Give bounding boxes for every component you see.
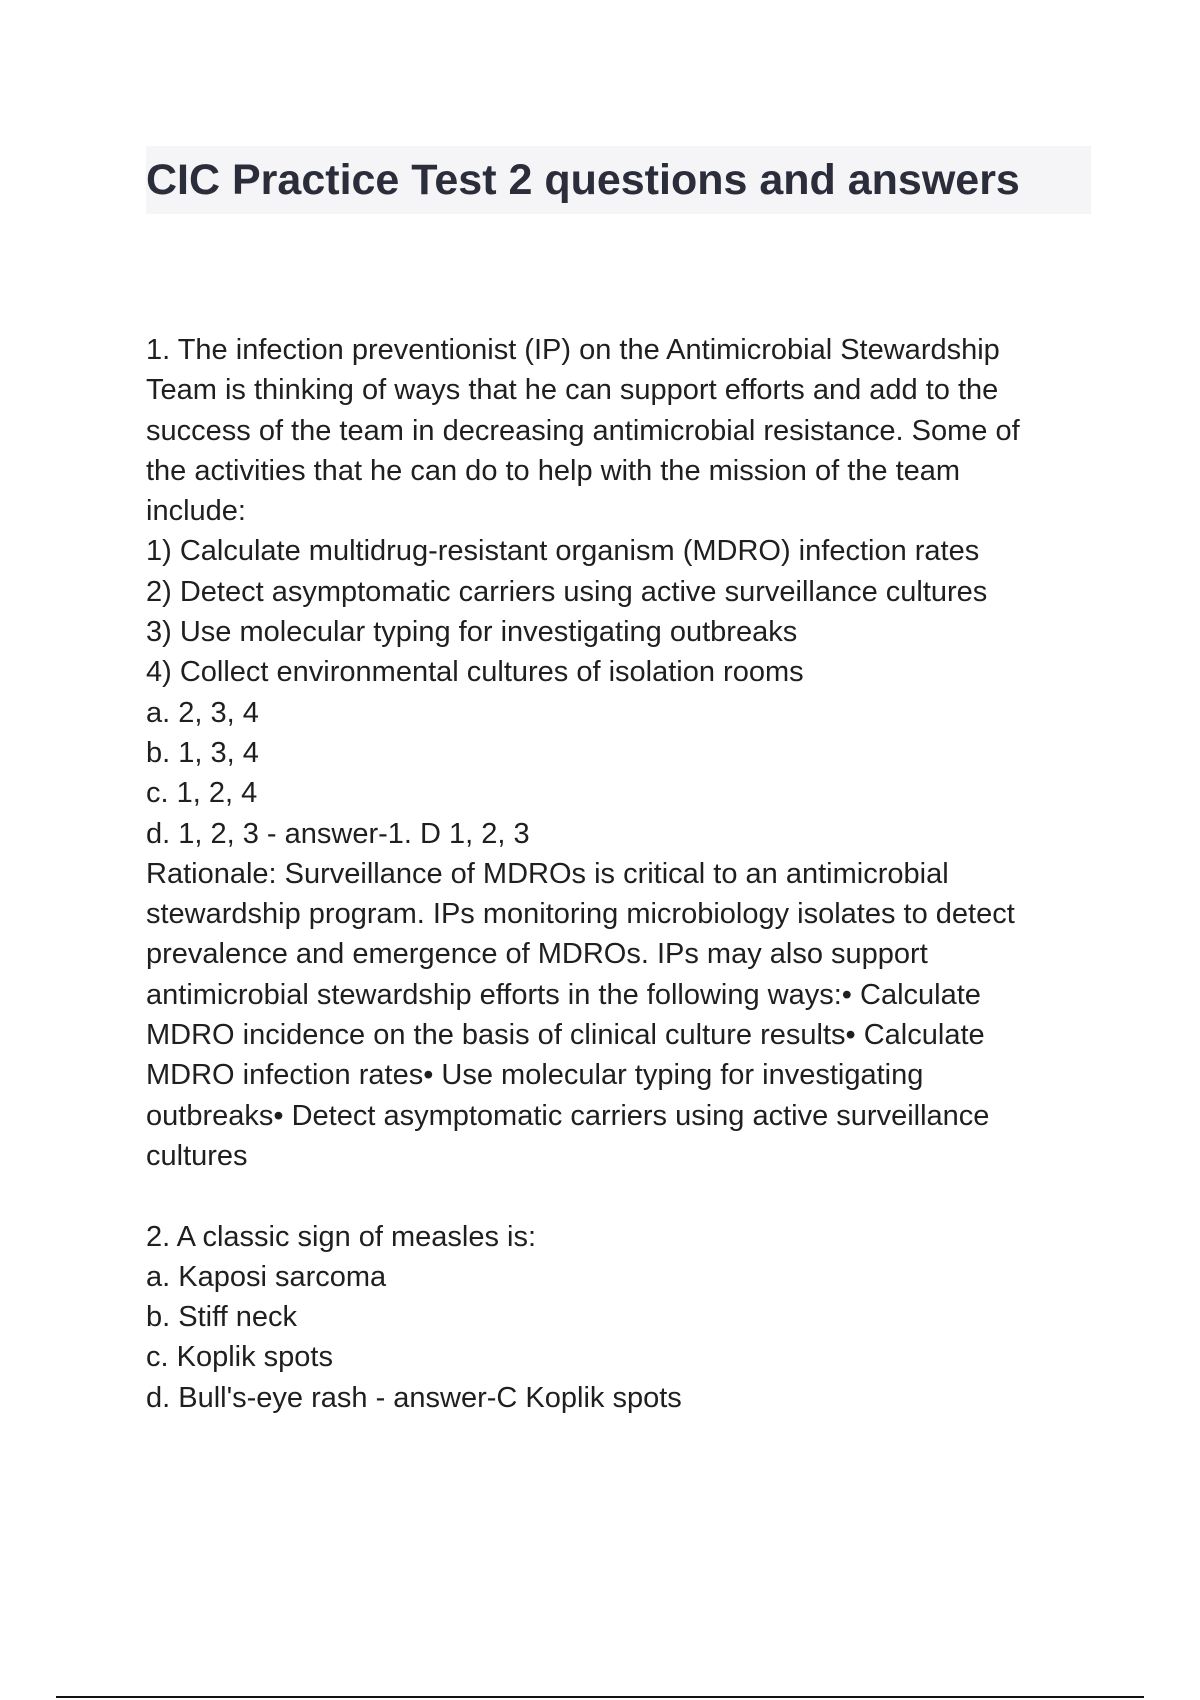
question-2-option: b. Stiff neck — [146, 1301, 297, 1334]
question-1-text-line: the activities that he can do to help with the mission of the team — [146, 454, 961, 487]
question-1-text-line: success of the team in decreasing antimicrobial resistance. Some of — [146, 414, 1020, 447]
question-spacer — [146, 1176, 1106, 1216]
question-1-rationale-line: MDRO incidence on the basis of clinical culture results• Calculate — [146, 1019, 985, 1052]
question-content — [146, 330, 1106, 1418]
question-1-statement: 2) Detect asymptomatic carriers using active surveillance cultures — [146, 575, 988, 608]
question-1-option: c. 1, 2, 4 — [146, 777, 258, 810]
question-1-option: b. 1, 3, 4 — [146, 736, 259, 769]
question-1-rationale-line: Rationale: Surveillance of MDROs is critical to an antimicrobial — [146, 857, 949, 890]
question-1-rationale-line: stewardship program. IPs monitoring microbiology isolates to detect — [146, 898, 1015, 931]
question-1-text-line: include: — [146, 495, 246, 528]
question-1-rationale-line: cultures — [146, 1139, 248, 1172]
question-1-rationale-line: MDRO infection rates• Use molecular typing for investigating — [146, 1059, 924, 1092]
question-1-option: a. 2, 3, 4 — [146, 696, 259, 729]
question-1 — [146, 330, 1106, 1176]
question-2-option: a. Kaposi sarcoma — [146, 1260, 387, 1293]
question-2 — [146, 1217, 1106, 1418]
question-1-rationale-line: antimicrobial stewardship efforts in the following ways:• Calculate — [146, 978, 981, 1011]
question-1-rationale-line: prevalence and emergence of MDROs. IPs may also support — [146, 938, 928, 971]
page-bottom-divider — [56, 1696, 1144, 1698]
question-2-text-line: 2. A classic sign of measles is: — [146, 1220, 537, 1253]
question-1-statement: 3) Use molecular typing for investigating outbreaks — [146, 616, 798, 649]
question-1-text-line: 1. The infection preventionist (IP) on the Antimicrobial Stewardship — [146, 334, 1000, 366]
question-2-option-answer: d. Bull's-eye rash - answer-C Koplik spots — [146, 1381, 682, 1414]
question-1-rationale-line: outbreaks• Detect asymptomatic carriers using active surveillance — [146, 1099, 990, 1132]
question-1-statement: 4) Collect environmental cultures of isolation rooms — [146, 656, 804, 689]
title-block — [146, 146, 1091, 214]
page-title: CIC Practice Test 2 questions and answers — [146, 156, 1020, 204]
question-2-option: c. Koplik spots — [146, 1341, 333, 1374]
question-1-statement: 1) Calculate multidrug-resistant organism (MDRO) infection rates — [146, 535, 980, 568]
question-1-option-answer: d. 1, 2, 3 - answer-1. D 1, 2, 3 — [146, 817, 530, 850]
question-1-text-line: Team is thinking of ways that he can support efforts and add to the — [146, 374, 999, 407]
